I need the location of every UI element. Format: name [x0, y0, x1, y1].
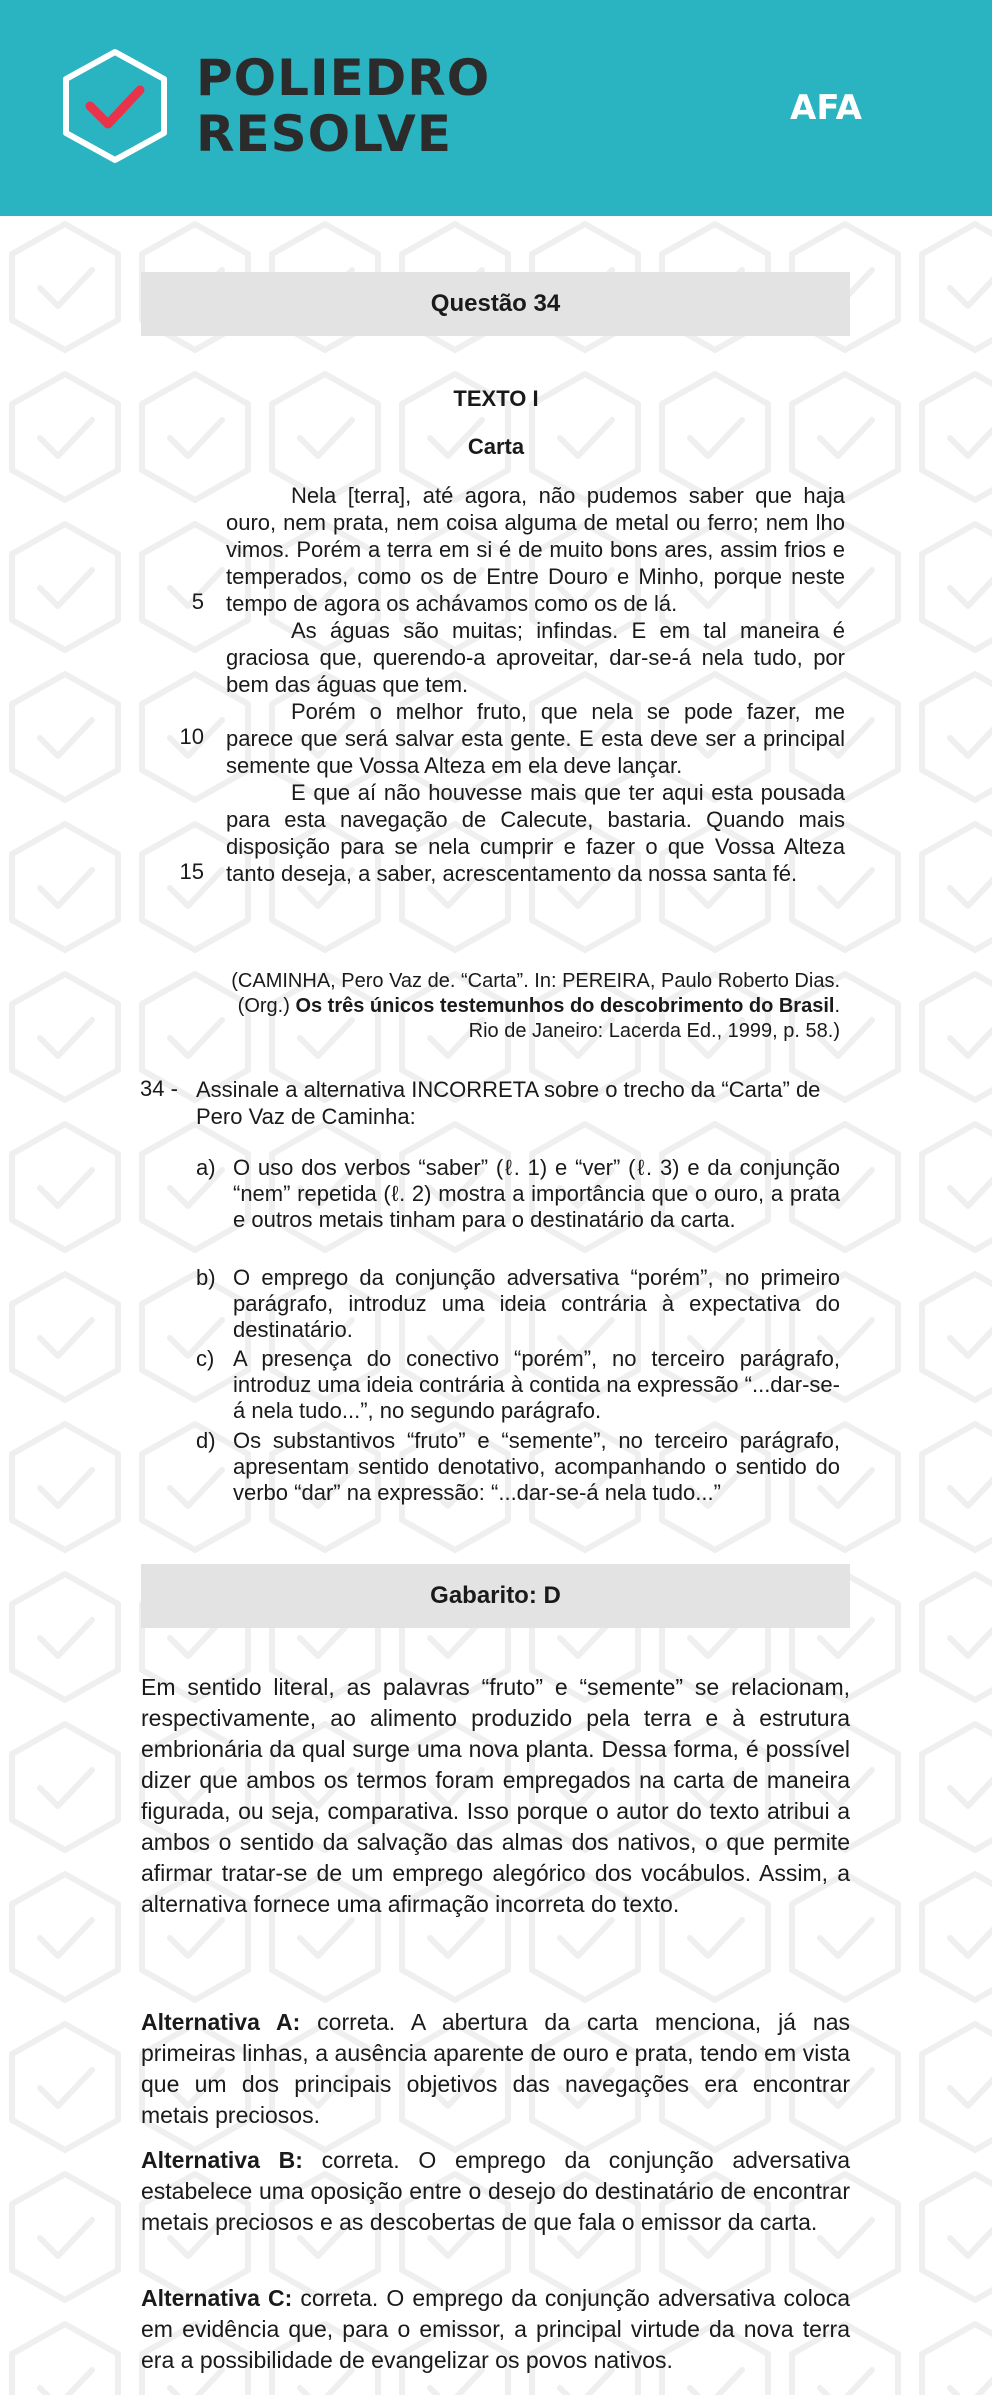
- alternative-label: Alternativa B:: [141, 2147, 303, 2173]
- line-number: 5: [191, 589, 204, 614]
- passage-paragraph-3: Porém o melhor fruto, que nela se pode fazer, me parece que será salvar esta gente. E esta deve ser a principal semente que Vossa Alteza em ela deve lançar.: [226, 699, 845, 778]
- question-stem: Assinale a alternativa INCORRETA sobre o trecho da “Carta” de Pero Vaz de Caminha:: [196, 1077, 821, 1129]
- exam-label: AFA: [790, 88, 862, 128]
- header-banner: [0, 0, 992, 216]
- answer-key-bar: Gabarito: D: [141, 1564, 850, 1628]
- passage-paragraph-4: E que aí não houvesse mais que ter aqui esta pousada para esta navegação de Calecute, bastaria. Quando mais disposição para se nela cumprir e fazer o que Vossa Alteza tanto deseja, a saber, acrescentamento da nossa santa fé.: [226, 780, 845, 886]
- option-d: [196, 1428, 840, 1506]
- line-number: 10: [179, 724, 204, 749]
- option-text: A presença do conectivo “porém”, no terceiro parágrafo, introduz uma ideia contrária à contida na expressão “...dar-se-á nela tudo...”, no segundo parágrafo.: [233, 1346, 840, 1423]
- citation-org: (Org.): [237, 995, 296, 1017]
- citation-period: .: [834, 995, 840, 1017]
- alternative-c-comment: [141, 2283, 850, 2376]
- option-letter: b): [196, 1265, 216, 1290]
- option-text: O uso dos verbos “saber” (ℓ. 1) e “ver” (ℓ. 3) e da conjunção “nem” repetida (ℓ. 2) mostra a importância que o ouro, a prata e outros metais tinham para o destinatário da carta.: [233, 1155, 840, 1232]
- brand-line-2: RESOLVE: [196, 105, 452, 163]
- explanation-paragraph: Em sentido literal, as palavras “fruto” e “semente” se relacionam, respectivamente, ao alimento produzido pela terra e à estrutura embrionária da qual surge uma nova planta. Dessa forma, é possível dizer que ambos os termos foram empregados na carta de maneira figurada, ou seja, comparativa. Isso porque o autor do texto atribui a ambos o sentido da salvação das almas dos nativos, o que permite afirmar tratar-se de um emprego alegórico dos vocábulos. Assim, a alternativa fornece uma afirmação incorreta do texto.: [141, 1674, 850, 1917]
- option-b: [196, 1265, 840, 1343]
- alternative-text: correta. A abertura da carta menciona, já nas primeiras linhas, a ausência aparente de ouro e prata, tendo em vista que um dos principais objetivos das navegações era encontrar metais preciosos.: [141, 2009, 850, 2128]
- citation: [160, 969, 840, 1044]
- citation-line-3: Rio de Janeiro: Lacerda Ed., 1999, p. 58.): [468, 1020, 840, 1042]
- option-a: [196, 1155, 840, 1233]
- citation-line-1: (CAMINHA, Pero Vaz de. “Carta”. In: PEREIRA, Paulo Roberto Dias.: [231, 970, 840, 992]
- option-letter: d): [196, 1428, 216, 1453]
- brand-line-1: POLIEDRO: [196, 49, 491, 107]
- passage-paragraph-2: As águas são muitas; infindas. E em tal maneira é graciosa que, querendo-a aproveitar, dar-se-á nela tudo, por bem das águas que tem.: [226, 618, 845, 697]
- option-text: Os substantivos “fruto” e “semente”, no terceiro parágrafo, apresentam sentido denotativo, acompanhando o sentido do verbo “dar” na expressão: “...dar-se-á nela tudo...”: [233, 1428, 840, 1505]
- question-number: 34 -: [140, 1076, 178, 1101]
- passage: [226, 482, 845, 887]
- citation-book-title: Os três únicos testemunhos do descobrimento do Brasil: [295, 995, 835, 1017]
- option-text: O emprego da conjunção adversativa “porém”, no primeiro parágrafo, introduz uma ideia contrária à expectativa do destinatário.: [233, 1265, 840, 1342]
- alternative-label: Alternativa A:: [141, 2009, 301, 2035]
- passage-paragraph-1: Nela [terra], até agora, não pudemos saber que haja ouro, nem prata, nem coisa alguma de metal ou ferro; nem lho vimos. Porém a terra em si é de muito bons ares, assim frios e temperados, como os de Entre Douro e Minho, porque neste tempo de agora os achávamos como os de lá.: [226, 483, 845, 616]
- alternative-b-comment: [141, 2145, 850, 2238]
- citation-line-2: [160, 994, 840, 1019]
- text-title: TEXTO I: [453, 386, 539, 411]
- alternative-label: Alternativa C:: [141, 2285, 293, 2311]
- option-c: [196, 1346, 840, 1424]
- line-number: 15: [179, 859, 204, 884]
- alternative-text: correta. O emprego da conjunção adversativa estabelece uma oposição entre o desejo do destinatário de encontrar metais preciosos e as descobertas de que fala o emissor da carta.: [141, 2147, 850, 2235]
- option-letter: c): [196, 1346, 215, 1371]
- text-subtitle: Carta: [467, 434, 525, 459]
- question-title-bar: Questão 34: [141, 272, 850, 336]
- check-hexagon-icon: [60, 48, 170, 164]
- alternative-a-comment: [141, 2007, 850, 2131]
- alternative-text: correta. O emprego da conjunção adversativa coloca em evidência que, para o emissor, a principal virtude da nova terra era a possibilidade de evangelizar os povos nativos.: [141, 2285, 850, 2373]
- option-letter: a): [196, 1155, 216, 1180]
- brand-name: [196, 50, 490, 162]
